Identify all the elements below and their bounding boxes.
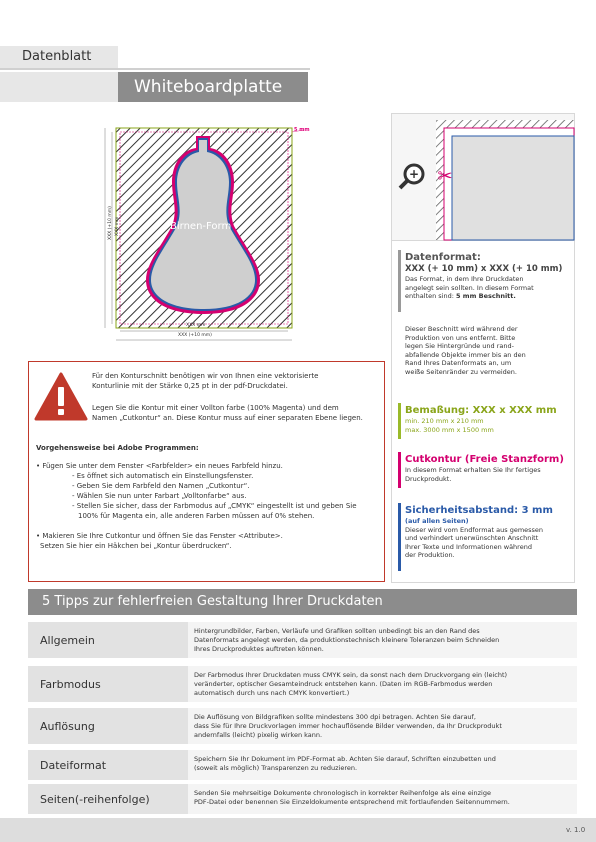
beschnitt-text-1: Dieser Beschnitt wird während der — [405, 325, 518, 333]
dim-bottom-outer-label: XXX (+10 mm) — [178, 333, 212, 338]
datenformat-text-2: angelegt sein sollten. In diesem Format — [405, 283, 534, 292]
pear-shape-label: Birnen-Form — [170, 221, 232, 232]
warning-contour — [92, 403, 372, 423]
tip-row-farbmodus — [28, 666, 577, 703]
warning-text-4: Namen „Cutkontur“ an. Diese Kontur muss auf einer separaten Ebene liegen. — [92, 414, 363, 422]
pear-drawing-svg — [100, 118, 320, 348]
bemassung-heading: Bemaßung: XXX x XXX mm — [405, 405, 557, 416]
bemassung-min: min. 210 mm x 210 mm — [405, 417, 484, 425]
tip-label: Allgemein — [28, 622, 188, 658]
cutkontur-heading: Cutkontur (Freie Stanzform) — [405, 454, 564, 465]
beschnitt-block — [405, 325, 565, 376]
beschnitt-text-5: Rand Ihres Datenformats an, um — [405, 359, 512, 367]
cutkontur-text-1: In diesem Format erhalten Sie Ihr fertiges — [405, 466, 541, 474]
beschnitt-text-2: Produktion von uns entfernt. Bitte — [405, 333, 516, 342]
tip-label: Farbmodus — [28, 666, 188, 702]
title-band-left — [0, 72, 118, 102]
sicherheit-text-1: Dieser wird vom Endformat aus gemessen — [405, 525, 544, 534]
tip-line: veränderter, optischer Gesamteindruck entstehen kann. (Daten im RGB-Farbmodus werden — [194, 680, 493, 688]
cutkontur-marker — [398, 452, 401, 488]
footer-bar — [0, 818, 596, 842]
tip-label: Dateiformat — [28, 750, 188, 780]
cutkontur-text-2: Druckprodukt. — [405, 474, 452, 483]
sicherheit-text-4: der Produktion. — [405, 551, 455, 559]
dim-bottom-inner-label: XXX mm — [186, 323, 206, 328]
tip-line: andernfalls (leicht) pixelig wirken kann. — [194, 731, 323, 739]
sicherheit-text-3: Ihrer Texte und Informationen während — [405, 542, 532, 551]
tip-row-seiten — [28, 784, 577, 815]
datenformat-heading: Datenformat: — [405, 252, 481, 263]
adobe-step-1c: - Wählen Sie nun unter Farbart „Volltonfarbe“ aus. — [72, 492, 247, 500]
corner-detail-image — [391, 113, 575, 241]
warning-intro — [92, 371, 372, 391]
scissors-icon: ✂ — [437, 166, 453, 187]
bemassung-marker — [398, 403, 401, 439]
dim-side-outer-label: XXX (+10 mm) — [108, 206, 113, 240]
datenformat-block — [405, 251, 565, 301]
page-title: Whiteboardplatte — [118, 72, 308, 102]
adobe-step-2: • Makieren Sie Ihre Cutkontur und öffnen Sie das Fenster <Attribute>. — [36, 532, 283, 540]
tip-line: dass Sie für Ihre Druckvorlagen immer hochauflösende Bilder verwenden, da Ihr Druckprodukt — [194, 722, 502, 730]
pear-drawing — [100, 118, 320, 348]
tip-text — [194, 713, 570, 740]
datenblatt-tab: Datenblatt — [0, 46, 118, 68]
adobe-step-2a: Setzen Sie hier ein Häkchen bei „Kontur überdrucken“. — [40, 542, 232, 550]
warning-icon — [34, 372, 88, 426]
adobe-heading: Vorgehensweise bei Adobe Programmen: — [36, 444, 199, 452]
beschnitt-text-6: weiße Seitenränder zu vermeiden. — [405, 367, 517, 376]
bleed-size-label: 5 mm — [294, 127, 310, 133]
warning-text-3: Legen Sie die Kontur mit einer Vollton farbe (100% Magenta) und dem — [92, 404, 339, 412]
corner-detail-svg — [392, 114, 576, 242]
tip-label: Auflösung — [28, 708, 188, 744]
tip-row-dateiformat — [28, 750, 577, 781]
datenformat-text-1: Das Format, in dem Ihre Druckdaten — [405, 275, 524, 283]
adobe-step-1b: - Geben Sie dem Farbfeld den Namen „Cutkontur“. — [72, 482, 250, 490]
tip-line: Senden Sie mehrseitige Dokumente chronologisch in korrekter Reihenfolge als eine einzige — [194, 789, 491, 797]
header-divider — [0, 68, 310, 70]
tip-row-aufloesung — [28, 708, 577, 745]
tip-line: Die Auflösung von Bildgrafiken sollte mindestens 300 dpi betragen. Achten Sie darauf, — [194, 713, 476, 721]
tip-text — [194, 755, 570, 773]
version-label: v. 1.0 — [566, 826, 586, 834]
sicherheit-text-2: und verhindert unerwünschten Anschnitt — [405, 534, 539, 542]
tip-label: Seiten(-reihenfolge) — [28, 784, 188, 814]
zoom-plus-glyph: + — [408, 167, 420, 181]
tip-line: Speichern Sie Ihr Dokument im PDF-Format ab. Achten Sie darauf, Schriften einzubetten und — [194, 755, 496, 763]
tip-text — [194, 789, 570, 807]
corner-safety-area — [452, 136, 574, 240]
cutkontur-block — [405, 453, 565, 483]
tips-heading: 5 Tipps zur fehlerfreien Gestaltung Ihrer Druckdaten — [28, 589, 577, 615]
adobe-step-1d: - Stellen Sie sicher, dass der Farbmodus auf „CMYK“ eingestellt ist und geben Sie — [72, 502, 357, 510]
bemassung-max: max. 3000 mm x 1500 mm — [405, 425, 494, 434]
tip-text — [194, 671, 570, 698]
sicherheit-block — [405, 504, 565, 560]
sicherheit-subheading: (auf allen Seiten) — [405, 517, 469, 525]
tip-line: Hintergrundbilder, Farben, Verläufe und Grafiken sollten unbedingt bis an den Rand des — [194, 627, 480, 635]
sicherheit-marker — [398, 503, 401, 571]
adobe-step-1e: 100% für Magenta ein, alle anderen Farben müssen auf 0% stehen. — [78, 512, 315, 520]
datenformat-text-3: enthalten sind: 5 mm Beschnitt. — [405, 292, 516, 300]
zoom-icon-handle — [400, 181, 407, 188]
tip-line: automatisch durch uns nach CMYK konvertiert.) — [194, 689, 350, 697]
warning-text-2: Konturlinie mit der Stärke 0,25 pt in der pdf-Druckdatei. — [92, 382, 288, 390]
tip-line: Datenformats angelegt werden, da produktionstechnisch kleinere Toleranzen beim Schneiden — [194, 636, 500, 644]
beschnitt-text-3: legen Sie Hintergründe und rand- — [405, 342, 514, 350]
tip-line: (soweit als möglich) Transparenzen zu reduzieren. — [194, 764, 358, 772]
adobe-instructions — [36, 443, 381, 551]
beschnitt-text-4: abfallende Objekte immer bis an den — [405, 350, 526, 359]
sicherheit-heading: Sicherheitsabstand: 3 mm — [405, 505, 553, 516]
tip-line: Ihres Druckproduktes auftreten können. — [194, 645, 324, 653]
dim-side-inner-label: XXX mm — [115, 216, 120, 236]
adobe-step-1: • Fügen Sie unter dem Fenster <Farbfelder> ein neues Farbfeld hinzu. — [36, 462, 283, 470]
tip-line: PDF-Datei oder benennen Sie Einzeldokumente entsprechend mit fortlaufenden Seitennummern. — [194, 798, 510, 806]
adobe-step-1a: - Es öffnet sich automatisch ein Einstellungsfenster. — [72, 472, 254, 480]
tip-line: Der Farbmodus Ihrer Druckdaten muss CMYK sein, da sonst nach dem Druckvorgang ein (leicht) — [194, 671, 508, 679]
top-spacer — [0, 0, 596, 46]
warning-triangle-svg — [34, 372, 88, 422]
tip-text — [194, 627, 570, 654]
datenformat-marker — [398, 250, 401, 312]
warning-text-1: Für den Konturschnitt benötigen wir von Ihnen eine vektorisierte — [92, 372, 319, 380]
datenformat-size: XXX (+ 10 mm) x XXX (+ 10 mm) — [405, 264, 563, 274]
bemassung-block — [405, 404, 565, 434]
tip-row-allgemein — [28, 622, 577, 659]
